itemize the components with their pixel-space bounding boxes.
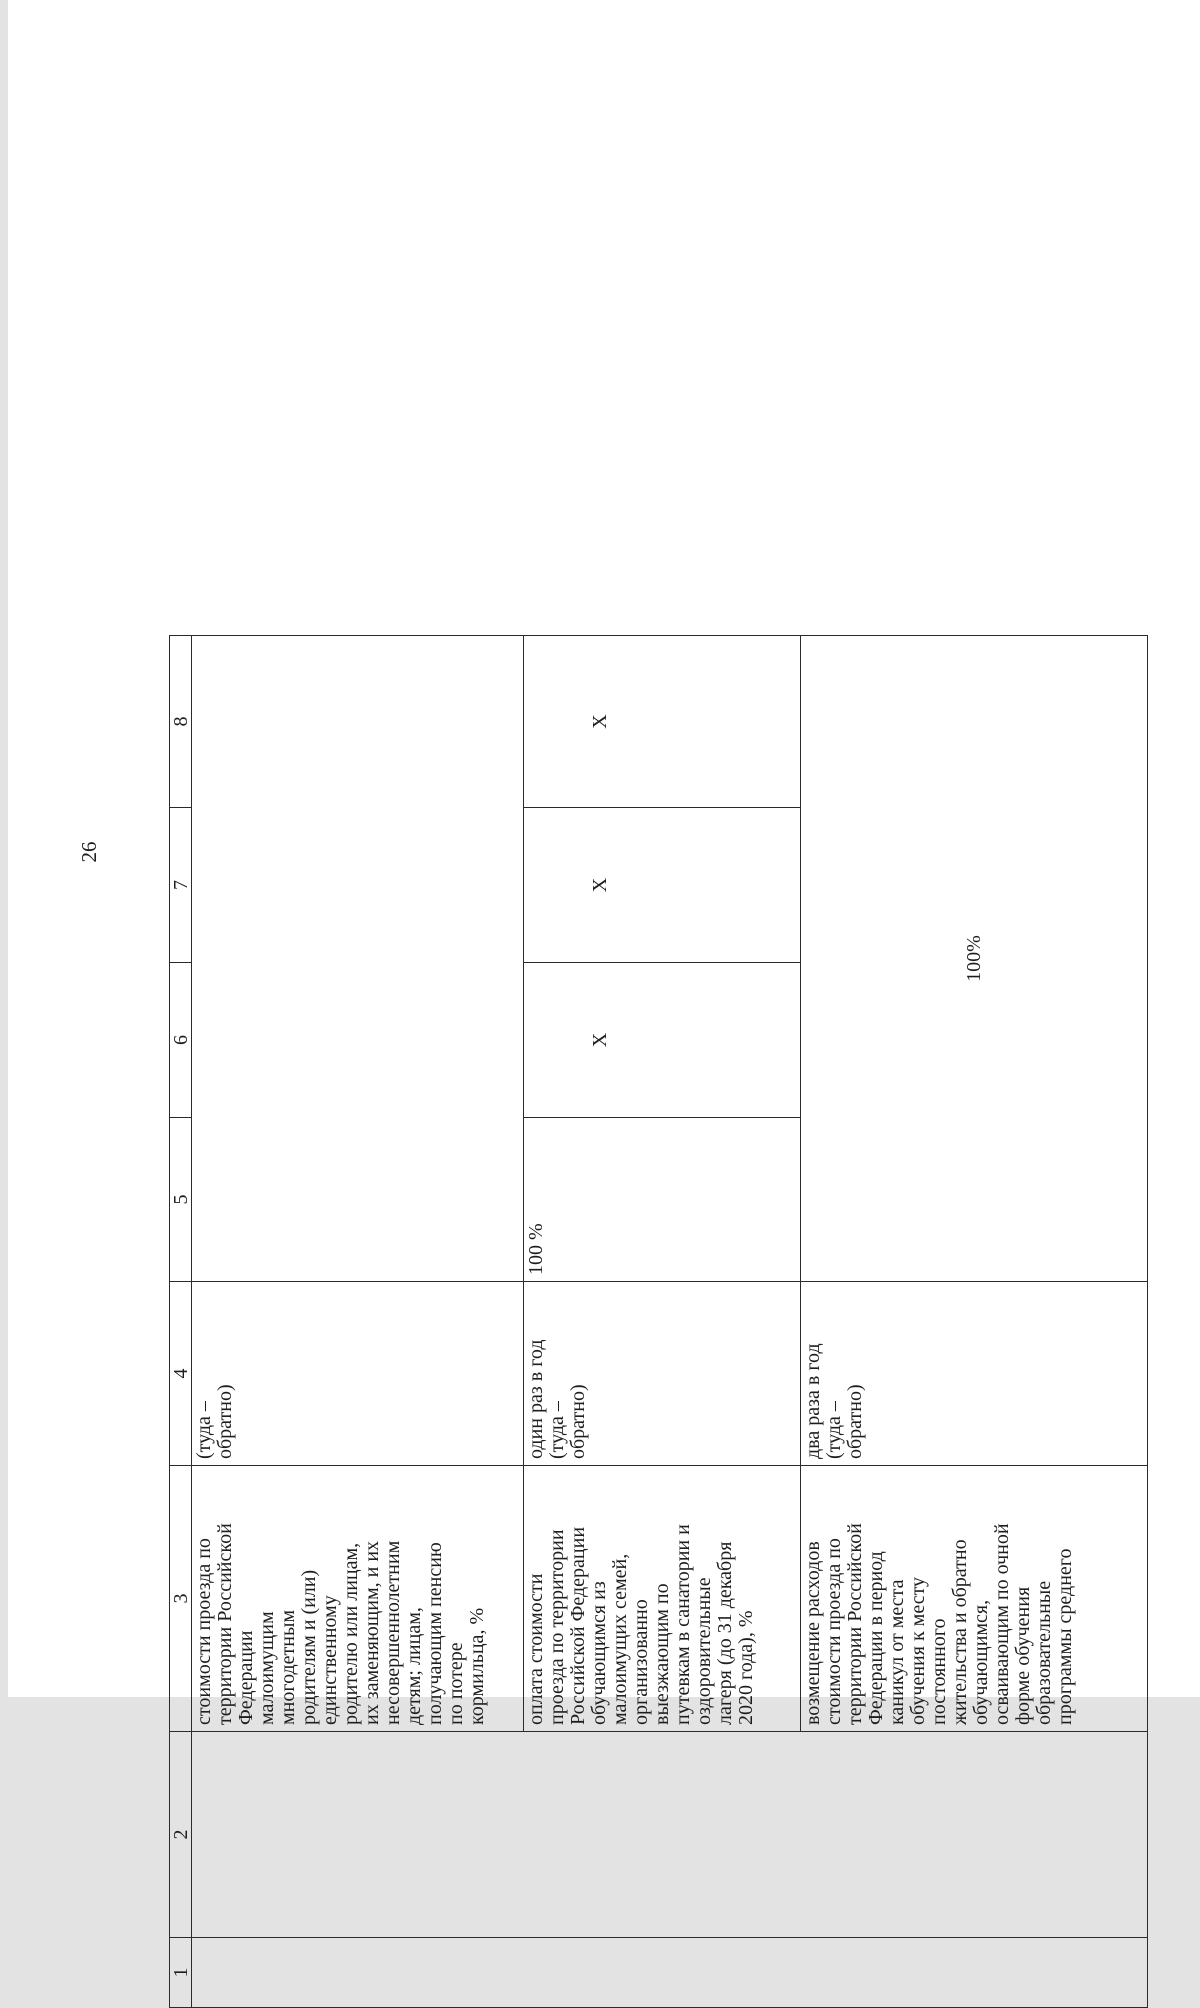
page-number: 26	[76, 841, 101, 863]
cell-row3-col4: два раза в год (туда – обратно)	[801, 1282, 1148, 1466]
cell-row2-col3: оплата стоимости проезда по территории Российской Федерации обучающимся из малоимущих семей, организованно выезжающим по путевкам в санатории и оздоровительные лагеря (до 31 декабря 2020 года), %	[524, 1466, 801, 1732]
table-row	[192, 636, 524, 2008]
document-page	[8, 0, 1200, 1978]
column-header-4: 4	[170, 1282, 192, 1466]
cell-row1-col5-8	[192, 636, 524, 1282]
cell-row3-col5-8: 100%	[801, 636, 1148, 1282]
rotated-table-wrapper	[169, 636, 1147, 2008]
cell-row2-col6: X	[524, 963, 801, 1118]
column-header-7: 7	[170, 808, 192, 963]
column-header-2: 2	[170, 1732, 192, 1938]
cell-col-1	[192, 1938, 1148, 2008]
cell-row2-col4: один раз в год (туда – обратно)	[524, 1282, 801, 1466]
column-header-6: 6	[170, 963, 192, 1118]
cell-col-2	[192, 1732, 1148, 1938]
header-row	[170, 636, 192, 2008]
column-header-5: 5	[170, 1118, 192, 1282]
column-header-3: 3	[170, 1466, 192, 1732]
column-header-8: 8	[170, 636, 192, 808]
cell-row2-col7: X	[524, 808, 801, 963]
cell-row1-col4: (туда – обратно)	[192, 1282, 524, 1466]
column-header-1: 1	[170, 1938, 192, 2008]
data-table	[169, 635, 1148, 2008]
cell-row2-col5: 100 %	[524, 1118, 801, 1282]
cell-row1-col3: стоимости проезда по территории Российской Федерации малоимущим многодетным родителям и (или) единственному родителю или лицам, их заменяющим, и их несовершеннолетним детям; лицам, получающим пенсию по потере кормильца, %	[192, 1466, 524, 1732]
cell-row3-col3: возмещение расходов стоимости проезда по территории Российской Федерации в период каникул от места обучения к месту постоянного жительства и обратно обучающимся, осваивающим по очной форме обучения образовательные программы среднего	[801, 1466, 1148, 1732]
cell-row2-col8: X	[524, 636, 801, 808]
